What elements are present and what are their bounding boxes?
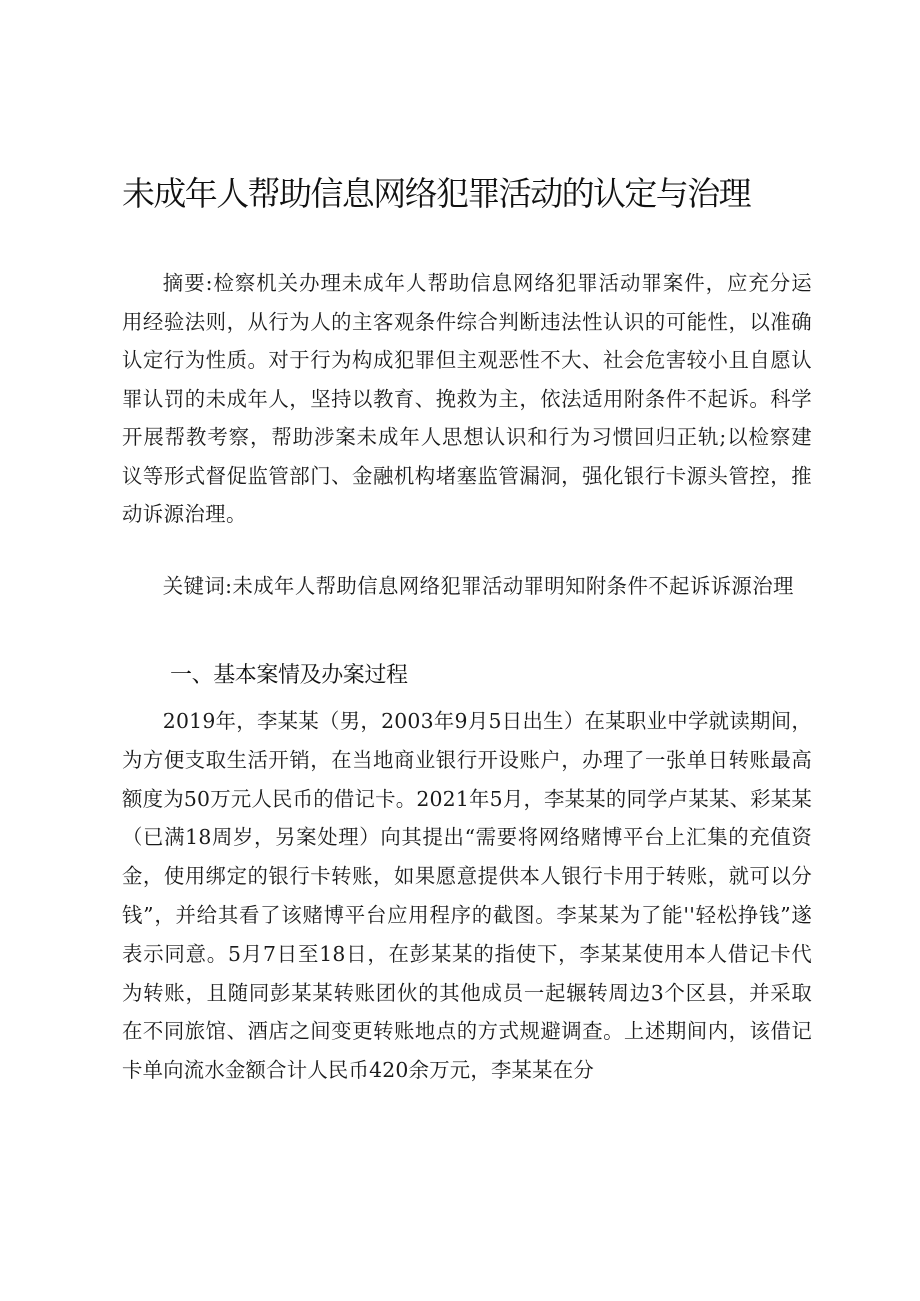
keywords-label: 关键词: [162,574,233,598]
document-title: 未成年人帮助信息网络犯罪活动的认定与治理 [122,174,751,213]
section-heading: 一、基本案情及办案过程 [170,663,408,688]
keywords-paragraph [122,567,812,606]
abstract-label: 摘要: [162,271,213,295]
abstract-paragraph [122,264,812,534]
keywords-text: 未成年人帮助信息网络犯罪活动罪明知附条件不起诉诉源治理 [232,574,794,598]
abstract-text: 检察机关办理未成年人帮助信息网络犯罪活动罪案件，应充分运用经验法则，从行为人的主客观条件综合判断违法性认识的可能性，以准确认定行为性质。对于行为构成犯罪但主观恶性不大、社会危害较小且自愿认罪认罚的未成年人，坚持以教育、挽救为主，依法适用附条件不起诉。科学开展帮教考察，帮助涉案未成年人思想认识和行为习惯回归正轨;以检察建议等形式督促监管部门、金融机构堵塞监管漏洞，强化银行卡源头管控，推动诉源治理。 [122,271,812,526]
case-paragraph: 2019年，李某某（男，2003年9月5日出生）在某职业中学就读期间，为方便支取生活开销，在当地商业银行开设账户，办理了一张单日转账最高额度为50万元人民币的借记卡。2021年5月，李某某的同学卢某某、彩某某（已满18周岁，另案处理）向其提出“需要将网络赌博平台上汇集的充值资金，使用绑定的银行卡转账，如果愿意提供本人银行卡用于转账，就可以分钱”，并给其看了该赌博平台应用程序的截图。李某某为了能''轻松挣钱”遂表示同意。5月7日至18日，在彭某某的指使下，李某某使用本人借记卡代为转账，且随同彭某某转账团伙的其他成员一起辗转周边3个区县，并采取在不同旅馆、酒店之间变更转账地点的方式规避调查。上述期间内，该借记卡单向流水金额合计人民币420余万元，李某某在分 [122,709,812,1083]
